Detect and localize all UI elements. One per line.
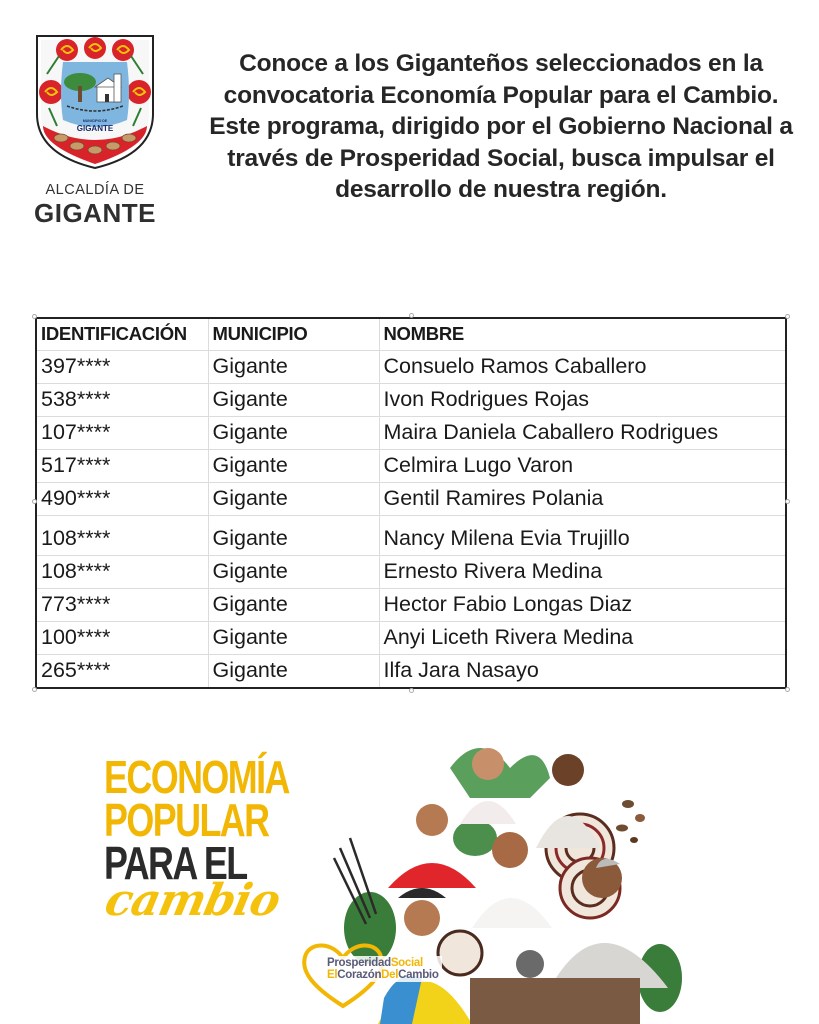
cell-identificacion: 517**** <box>37 449 208 482</box>
cell-nombre: Ilfa Jara Nasayo <box>379 654 785 687</box>
table-header-row <box>37 319 785 350</box>
cell-nombre: Anyi Liceth Rivera Medina <box>379 621 785 654</box>
table-row <box>37 621 785 654</box>
economia-popular-logo <box>100 751 304 926</box>
resize-handle <box>785 687 790 692</box>
cell-nombre: Nancy Milena Evia Trujillo <box>379 515 785 555</box>
cell-identificacion: 538**** <box>37 383 208 416</box>
svg-text:MUNICIPIO DE: MUNICIPIO DE <box>82 119 108 123</box>
table-row <box>37 449 785 482</box>
cell-nombre: Maira Daniela Caballero Rodrigues <box>379 416 785 449</box>
cell-identificacion: 100**** <box>37 621 208 654</box>
cell-identificacion: 107**** <box>37 416 208 449</box>
cell-identificacion: 108**** <box>37 555 208 588</box>
cell-municipio: Gigante <box>208 515 379 555</box>
municipal-coat-of-arms-icon <box>35 34 155 170</box>
cell-municipio: Gigante <box>208 588 379 621</box>
cell-nombre: Ernesto Rivera Medina <box>379 555 785 588</box>
table-row <box>37 482 785 515</box>
column-header-municipio: MUNICIPIO <box>208 319 379 350</box>
table-row <box>37 350 785 383</box>
cell-identificacion: 490**** <box>37 482 208 515</box>
campaign-line-4: cambio <box>100 875 285 926</box>
cell-municipio: Gigante <box>208 621 379 654</box>
cell-municipio: Gigante <box>208 449 379 482</box>
cell-nombre: Consuelo Ramos Caballero <box>379 350 785 383</box>
campaign-line-3: PARA EL <box>104 837 247 889</box>
cell-municipio: Gigante <box>208 555 379 588</box>
cell-nombre: Gentil Ramires Polania <box>379 482 785 515</box>
table-row <box>37 416 785 449</box>
resize-handle <box>785 499 790 504</box>
intro-text: Conoce a los Giganteños seleccionados en la convocatoria Economía Popular para el Cambio. Este programa, dirigido por el Gobierno Nacional a través de Prosperidad Social, busca impulsar el desarrollo de nuestra región. <box>209 50 793 203</box>
table-row <box>37 515 785 555</box>
campaign-line-1: ECONOMÍA <box>104 751 289 803</box>
cell-municipio: Gigante <box>208 416 379 449</box>
cell-identificacion: 773**** <box>37 588 208 621</box>
alcaldia-label: ALCALDÍA DE <box>45 182 145 198</box>
prosperidad-social-badge: ProsperidadSocial ElCorazónDelCambio <box>298 940 468 1010</box>
resize-handle <box>32 687 37 692</box>
cell-municipio: Gigante <box>208 654 379 687</box>
cell-municipio: Gigante <box>208 482 379 515</box>
column-header-identificacion: IDENTIFICACIÓN <box>37 319 208 350</box>
table-row <box>37 588 785 621</box>
table-row <box>37 654 785 687</box>
cell-nombre: Celmira Lugo Varon <box>379 449 785 482</box>
campaign-line-2: POPULAR <box>104 794 269 846</box>
cell-municipio: Gigante <box>208 383 379 416</box>
resize-handle <box>409 688 414 693</box>
selected-beneficiaries-table <box>35 317 787 689</box>
resize-handle <box>409 313 414 318</box>
cell-identificacion: 397**** <box>37 350 208 383</box>
cell-nombre: Ivon Rodrigues Rojas <box>379 383 785 416</box>
cell-identificacion: 265**** <box>37 654 208 687</box>
resize-handle <box>785 314 790 319</box>
cell-municipio: Gigante <box>208 350 379 383</box>
resize-handle <box>32 314 37 319</box>
resize-handle <box>32 499 37 504</box>
svg-text:GIGANTE: GIGANTE <box>76 124 114 133</box>
cell-identificacion: 108**** <box>37 515 208 555</box>
municipality-name: GIGANTE <box>34 198 156 228</box>
cell-nombre: Hector Fabio Longas Diaz <box>379 588 785 621</box>
column-header-nombre: NOMBRE <box>379 319 785 350</box>
table-row <box>37 383 785 416</box>
table-row <box>37 555 785 588</box>
